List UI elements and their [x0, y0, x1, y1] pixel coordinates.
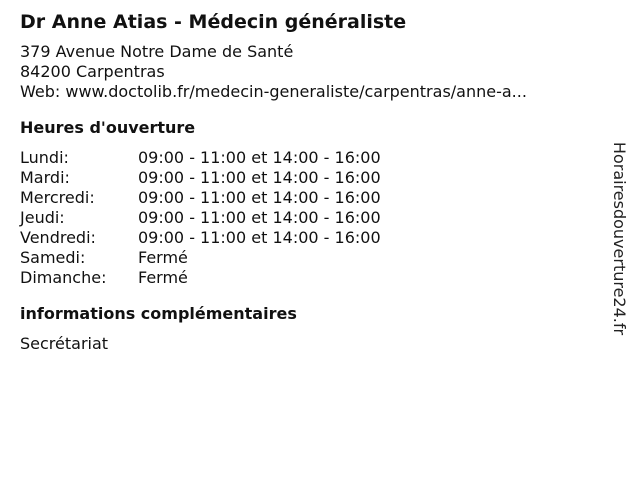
hours-row-saturday: [20, 248, 600, 268]
opening-hours-heading: Heures d'ouverture: [20, 118, 196, 137]
hours-value: 09:00 - 11:00 et 14:00 - 16:00: [138, 228, 381, 247]
page-title: Dr Anne Atias - Médecin généraliste: [20, 11, 407, 33]
address-street: 379 Avenue Notre Dame de Santé: [20, 42, 294, 61]
address-block: [20, 42, 600, 102]
hours-row-sunday: [20, 268, 600, 288]
hours-value: 09:00 - 11:00 et 14:00 - 16:00: [138, 188, 381, 207]
day-label: Mardi:: [20, 168, 70, 187]
business-card: [20, 10, 600, 354]
opening-hours-table: [20, 148, 600, 288]
additional-info-heading: informations complémentaires: [20, 304, 297, 323]
hours-value: Fermé: [138, 268, 188, 287]
watermark-text: Horairesdouverture24.fr: [610, 141, 630, 335]
hours-row-friday: [20, 228, 600, 248]
hours-row-thursday: [20, 208, 600, 228]
hours-value: Fermé: [138, 248, 188, 267]
day-label: Jeudi:: [20, 208, 65, 227]
address-city: 84200 Carpentras: [20, 62, 165, 81]
hours-row-wednesday: [20, 188, 600, 208]
day-label: Mercredi:: [20, 188, 95, 207]
day-label: Dimanche:: [20, 268, 107, 287]
hours-value: 09:00 - 11:00 et 14:00 - 16:00: [138, 168, 381, 187]
day-label: Vendredi:: [20, 228, 96, 247]
additional-info-text: Secrétariat: [20, 334, 109, 353]
hours-value: 09:00 - 11:00 et 14:00 - 16:00: [138, 148, 381, 167]
hours-row-monday: [20, 148, 600, 168]
hours-row-tuesday: [20, 168, 600, 188]
site-watermark: [608, 134, 632, 342]
hours-value: 09:00 - 11:00 et 14:00 - 16:00: [138, 208, 381, 227]
day-label: Samedi:: [20, 248, 86, 267]
day-label: Lundi:: [20, 148, 69, 167]
website-link[interactable]: Web: www.doctolib.fr/medecin-generaliste/carpentras/anne-a...: [20, 82, 527, 101]
